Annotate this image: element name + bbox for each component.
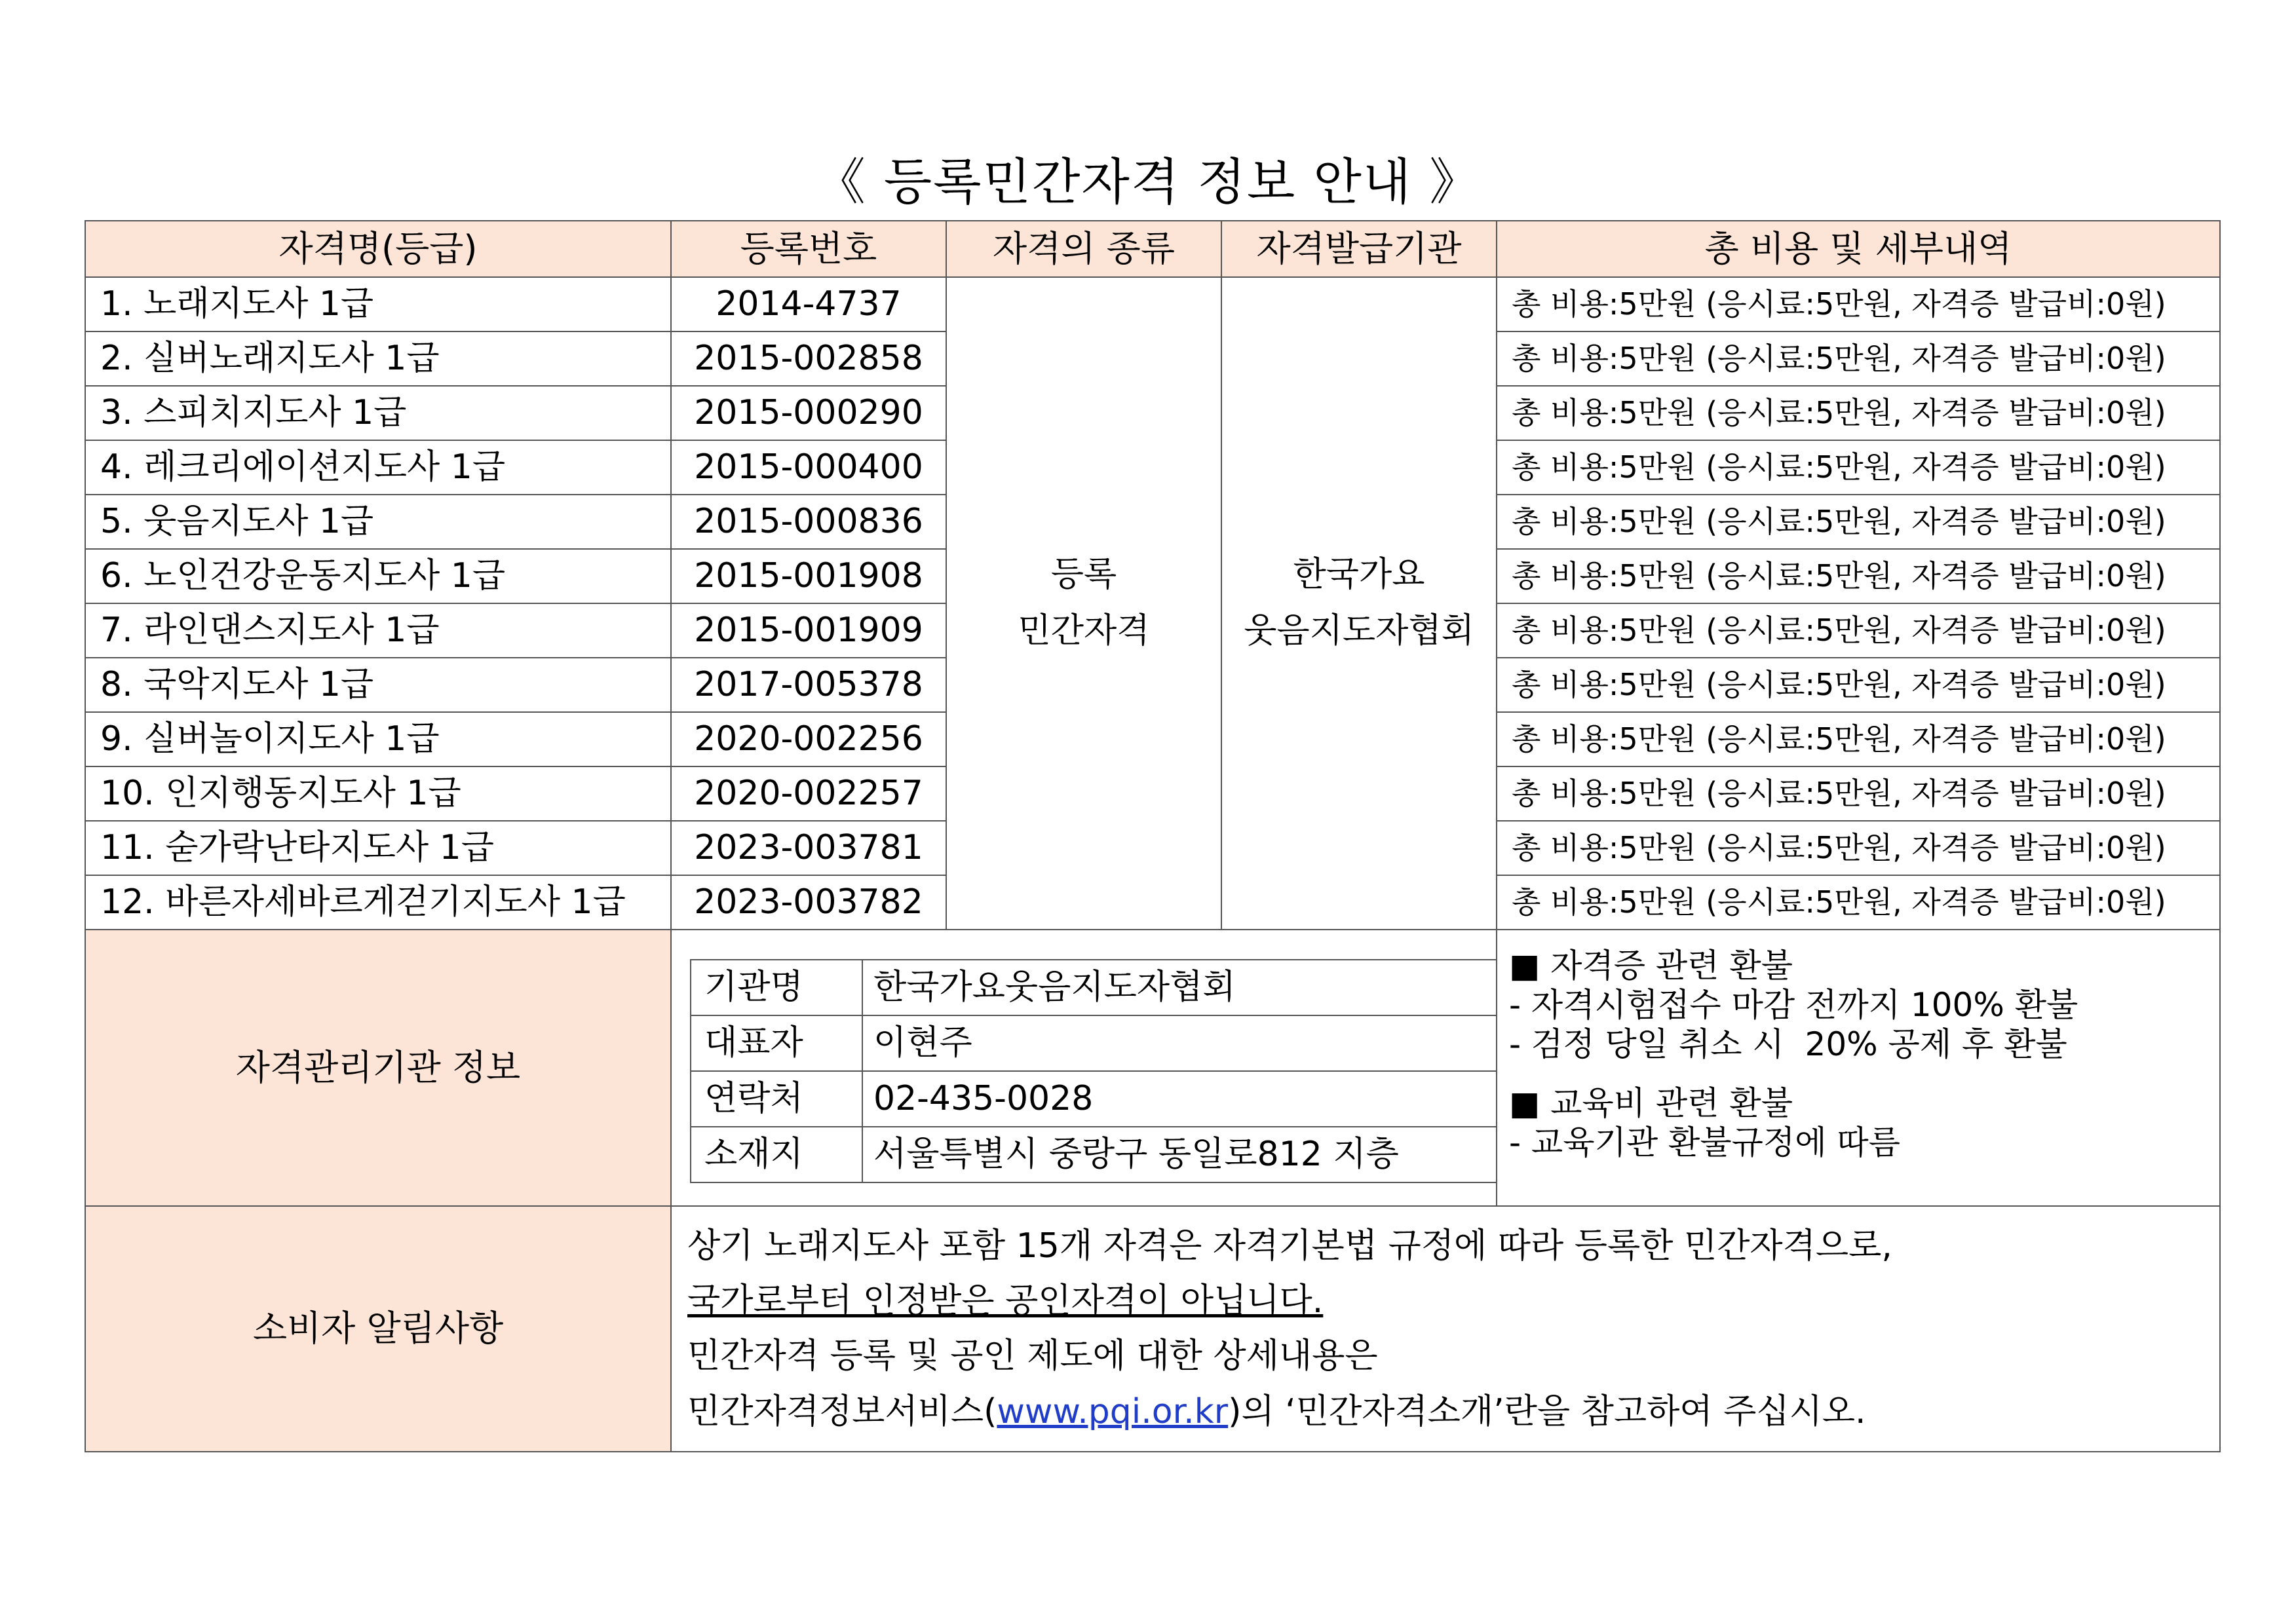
info-value: 02-435-0028 (862, 1071, 1497, 1127)
cert-cost: 총 비용:5만원 (응시료:5만원, 자격증 발급비:0원) (1497, 875, 2220, 930)
refund-edu-title: ■ 교육비 관련 환불 (1509, 1084, 1793, 1122)
cert-issuer-line: 한국가요 (1293, 555, 1425, 595)
table-row (85, 277, 2220, 331)
cert-reg-no: 2015-001908 (671, 549, 946, 603)
cert-cost: 총 비용:5만원 (응시료:5만원, 자격증 발급비:0원) (1497, 821, 2220, 875)
cert-reg-no: 2015-000290 (671, 386, 946, 440)
info-key: 소재지 (691, 1127, 862, 1182)
info-key: 대표자 (691, 1015, 862, 1071)
info-value: 서울특별시 중랑구 동일로812 지층 (862, 1127, 1497, 1182)
cert-reg-no: 2015-001909 (671, 603, 946, 658)
cert-reg-no: 2020-002257 (671, 766, 946, 821)
cert-reg-no: 2015-000400 (671, 440, 946, 495)
cert-cost: 총 비용:5만원 (응시료:5만원, 자격증 발급비:0원) (1497, 277, 2220, 331)
notice-line (687, 1384, 2204, 1439)
cert-reg-no: 2015-000836 (671, 495, 946, 549)
cert-reg-no: 2023-003782 (671, 875, 946, 930)
cert-name: 8. 국악지도사 1급 (85, 658, 671, 712)
header-issuer: 자격발급기관 (1221, 221, 1497, 277)
cert-cost: 총 비용:5만원 (응시료:5만원, 자격증 발급비:0원) (1497, 440, 2220, 495)
cert-cost: 총 비용:5만원 (응시료:5만원, 자격증 발급비:0원) (1497, 766, 2220, 821)
cert-cost: 총 비용:5만원 (응시료:5만원, 자격증 발급비:0원) (1497, 331, 2220, 386)
cert-cost: 총 비용:5만원 (응시료:5만원, 자격증 발급비:0원) (1497, 549, 2220, 603)
cert-name: 9. 실버놀이지도사 1급 (85, 712, 671, 766)
page-title: 《 등록민간자격 정보 안내 》 (815, 153, 1481, 211)
cert-name: 12. 바른자세바르게걷기지도사 1급 (85, 875, 671, 930)
pqi-link[interactable]: www.pqi.or.kr (997, 1391, 1229, 1431)
cert-cost: 총 비용:5만원 (응시료:5만원, 자격증 발급비:0원) (1497, 495, 2220, 549)
cert-name: 1. 노래지도사 1급 (85, 277, 671, 331)
notice-row (85, 1206, 2220, 1452)
info-row (691, 1071, 1497, 1127)
refund-edu-line: - 교육기관 환불규정에 따름 (1509, 1124, 1901, 1161)
management-row (85, 930, 2220, 1206)
management-label: 자격관리기관 정보 (85, 930, 671, 1206)
notice-cell (671, 1206, 2220, 1452)
cert-name: 2. 실버노래지도사 1급 (85, 331, 671, 386)
cert-type-line: 등록 (1050, 555, 1117, 595)
info-row (691, 960, 1497, 1015)
cert-name: 7. 라인댄스지도사 1급 (85, 603, 671, 658)
cert-name: 10. 인지행동지도사 1급 (85, 766, 671, 821)
table-header (85, 221, 2220, 277)
cert-issuer (1221, 277, 1497, 930)
info-value: 한국가요웃음지도자협회 (862, 960, 1497, 1015)
management-info-table (690, 959, 1497, 1183)
certification-table (85, 220, 2221, 1452)
info-key: 연락처 (691, 1071, 862, 1127)
cert-reg-no: 2014-4737 (671, 277, 946, 331)
cert-cost: 총 비용:5만원 (응시료:5만원, 자격증 발급비:0원) (1497, 712, 2220, 766)
header-reg-no: 등록번호 (671, 221, 946, 277)
cert-type-line: 민간자격 (1018, 611, 1150, 651)
notice-label: 소비자 알림사항 (85, 1206, 671, 1452)
cert-cost: 총 비용:5만원 (응시료:5만원, 자격증 발급비:0원) (1497, 658, 2220, 712)
notice-line: 민간자격 등록 및 공인 제도에 대한 상세내용은 (687, 1336, 1378, 1376)
refund-policy (1509, 946, 2078, 1162)
notice-text-post: )의 ‘민간자격소개’란을 참고하여 주십시오. (1228, 1391, 1866, 1431)
info-row (691, 1015, 1497, 1071)
header-type: 자격의 종류 (946, 221, 1221, 277)
notice-text-pre: 민간자격정보서비스( (687, 1391, 997, 1431)
cert-name: 5. 웃음지도사 1급 (85, 495, 671, 549)
cert-name: 6. 노인건강운동지도사 1급 (85, 549, 671, 603)
management-info-cell (671, 930, 1497, 1206)
info-row (691, 1127, 1497, 1182)
header-cost: 총 비용 및 세부내역 (1497, 221, 2220, 277)
cert-name: 4. 레크리에이션지도사 1급 (85, 440, 671, 495)
cert-reg-no: 2015-002858 (671, 331, 946, 386)
cert-type (946, 277, 1221, 930)
refund-cert-title: ■ 자격증 관련 환불 (1509, 947, 1793, 985)
cert-cost: 총 비용:5만원 (응시료:5만원, 자격증 발급비:0원) (1497, 386, 2220, 440)
notice-text (672, 1207, 2219, 1451)
refund-cert-line: - 검정 당일 취소 시 20% 공제 후 환불 (1509, 1025, 2067, 1063)
cert-reg-no: 2020-002256 (671, 712, 946, 766)
info-value: 이현주 (862, 1015, 1497, 1071)
refund-cert-line: - 자격시험접수 마감 전까지 100% 환불 (1509, 986, 2078, 1024)
cert-issuer-line: 웃음지도자협회 (1244, 611, 1474, 651)
header-name: 자격명(등급) (85, 221, 671, 277)
refund-cell (1497, 930, 2220, 1206)
cert-reg-no: 2017-005378 (671, 658, 946, 712)
notice-underlined-line: 국가로부터 인정받은 공인자격이 아닙니다. (687, 1281, 1324, 1321)
cert-name: 11. 숟가락난타지도사 1급 (85, 821, 671, 875)
cert-reg-no: 2023-003781 (671, 821, 946, 875)
cert-name: 3. 스피치지도사 1급 (85, 386, 671, 440)
info-key: 기관명 (691, 960, 862, 1015)
cert-cost: 총 비용:5만원 (응시료:5만원, 자격증 발급비:0원) (1497, 603, 2220, 658)
notice-line: 상기 노래지도사 포함 15개 자격은 자격기본법 규정에 따라 등록한 민간자격으로, (687, 1226, 1892, 1266)
